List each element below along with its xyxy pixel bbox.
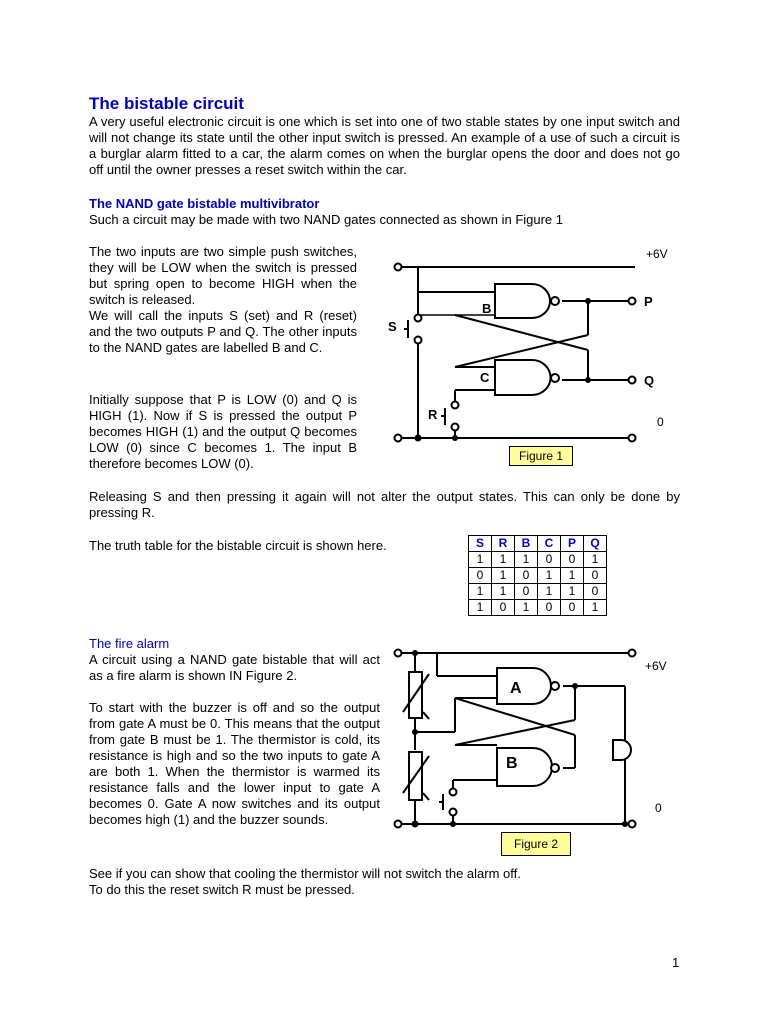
table-cell: 0 xyxy=(538,552,561,568)
fire-para-1: A circuit using a NAND gate bistable that will act as a fire alarm is shown IN Figure 2. xyxy=(89,652,380,683)
truth-table-header-row xyxy=(469,536,607,552)
intro-paragraph: A very useful electronic circuit is one which is set into one of two stable states by one input switch and will not change its state until the other input switch is pressed. An example of a use of such a circuit is a burglar alarm fitted to a car, the alarm comes on when the burglar opens the door and does not go off until the owner presses a reset switch within the car. xyxy=(89,114,680,177)
fig1-label-b: B xyxy=(482,301,492,316)
nand-para-3: Initially suppose that P is LOW (0) and Q is HIGH (1). Now if S is pressed the output P becomes HIGH (1) and the output Q becomes LOW (0) since C becomes 1. The input B therefore becomes LOW (0). xyxy=(89,392,357,471)
truth-table xyxy=(468,535,607,616)
truth-table-header: B xyxy=(515,536,538,552)
truth-table-header: Q xyxy=(584,536,607,552)
table-cell: 0 xyxy=(515,568,538,584)
fig2-ground-label: 0 xyxy=(655,801,662,815)
truth-table-header: R xyxy=(492,536,515,552)
table-cell: 0 xyxy=(561,600,584,616)
table-cell: 1 xyxy=(469,584,492,600)
table-cell: 1 xyxy=(561,584,584,600)
figure1-caption: Figure 1 xyxy=(509,446,573,466)
table-cell: 0 xyxy=(584,568,607,584)
nand-section-heading: The NAND gate bistable multivibrator xyxy=(89,196,320,211)
table-cell: 0 xyxy=(469,568,492,584)
nand-para-1: The two inputs are two simple push switches, they will be LOW when the switch is pressed but spring open to become HIGH when the switch is released. xyxy=(89,244,357,307)
truth-table-header: C xyxy=(538,536,561,552)
nand-para-2: We will call the inputs S (set) and R (reset) and the two outputs P and Q. The other inputs to the NAND gates are labelled B and C. xyxy=(89,308,357,355)
table-cell: 0 xyxy=(561,552,584,568)
figure2-circuit-diagram xyxy=(385,640,685,840)
table-cell: 1 xyxy=(492,568,515,584)
figure2-caption: Figure 2 xyxy=(501,832,571,856)
fig1-label-p: P xyxy=(644,294,653,309)
fire-para-3-line-1: See if you can show that cooling the thermistor will not switch the alarm off. xyxy=(89,866,521,881)
truth-table-header: P xyxy=(561,536,584,552)
fig1-label-r: R xyxy=(428,407,438,422)
table-cell: 1 xyxy=(492,552,515,568)
table-cell: 1 xyxy=(538,584,561,600)
fig1-label-c: C xyxy=(480,370,490,385)
table-cell: 0 xyxy=(584,584,607,600)
table-cell: 1 xyxy=(515,600,538,616)
fire-para-2: To start with the buzzer is off and so the output from gate A must be 0. This means that the output from gate B must be 1. The thermistor is cold, its resistance is high and so the two inputs to gate A are both 1. When the thermistor is warmed its resistance falls and the lower input to gate A becomes 0. Gate A now switches and its output becomes high (1) and the buzzer sounds. xyxy=(89,700,380,827)
fig2-gate-b-label: B xyxy=(506,755,518,772)
figure1-circuit-diagram xyxy=(380,240,680,470)
truth-table-intro: The truth table for the bistable circuit is shown here. xyxy=(89,538,387,553)
table-cell: 1 xyxy=(469,600,492,616)
nand-section-lead: Such a circuit may be made with two NAND gates connected as shown in Figure 1 xyxy=(89,212,564,227)
table-cell: 1 xyxy=(561,568,584,584)
table-cell: 0 xyxy=(492,600,515,616)
table-row xyxy=(469,568,607,584)
table-cell: 1 xyxy=(584,552,607,568)
page-number: 1 xyxy=(672,955,680,970)
fig2-gate-a-label: A xyxy=(510,680,522,697)
fig1-ground-label: 0 xyxy=(657,415,664,429)
table-cell: 0 xyxy=(515,584,538,600)
table-row xyxy=(469,584,607,600)
table-cell: 1 xyxy=(469,552,492,568)
table-cell: 1 xyxy=(515,552,538,568)
table-row xyxy=(469,552,607,568)
truth-table-header: S xyxy=(469,536,492,552)
fig2-supply-label: +6V xyxy=(645,659,667,673)
table-row xyxy=(469,600,607,616)
table-cell: 1 xyxy=(492,584,515,600)
table-cell: 1 xyxy=(538,568,561,584)
fig1-supply-label: +6V xyxy=(646,247,668,261)
page-title: The bistable circuit xyxy=(89,94,244,113)
fig1-label-s: S xyxy=(388,319,397,334)
table-cell: 0 xyxy=(538,600,561,616)
fire-section-heading: The fire alarm xyxy=(89,636,170,651)
nand-para-4: Releasing S and then pressing it again will not alter the output states. This can only be done by pressing R. xyxy=(89,489,680,520)
fig1-label-q: Q xyxy=(644,373,655,388)
table-cell: 1 xyxy=(584,600,607,616)
fire-para-3-line-2: To do this the reset switch R must be pressed. xyxy=(89,882,355,897)
